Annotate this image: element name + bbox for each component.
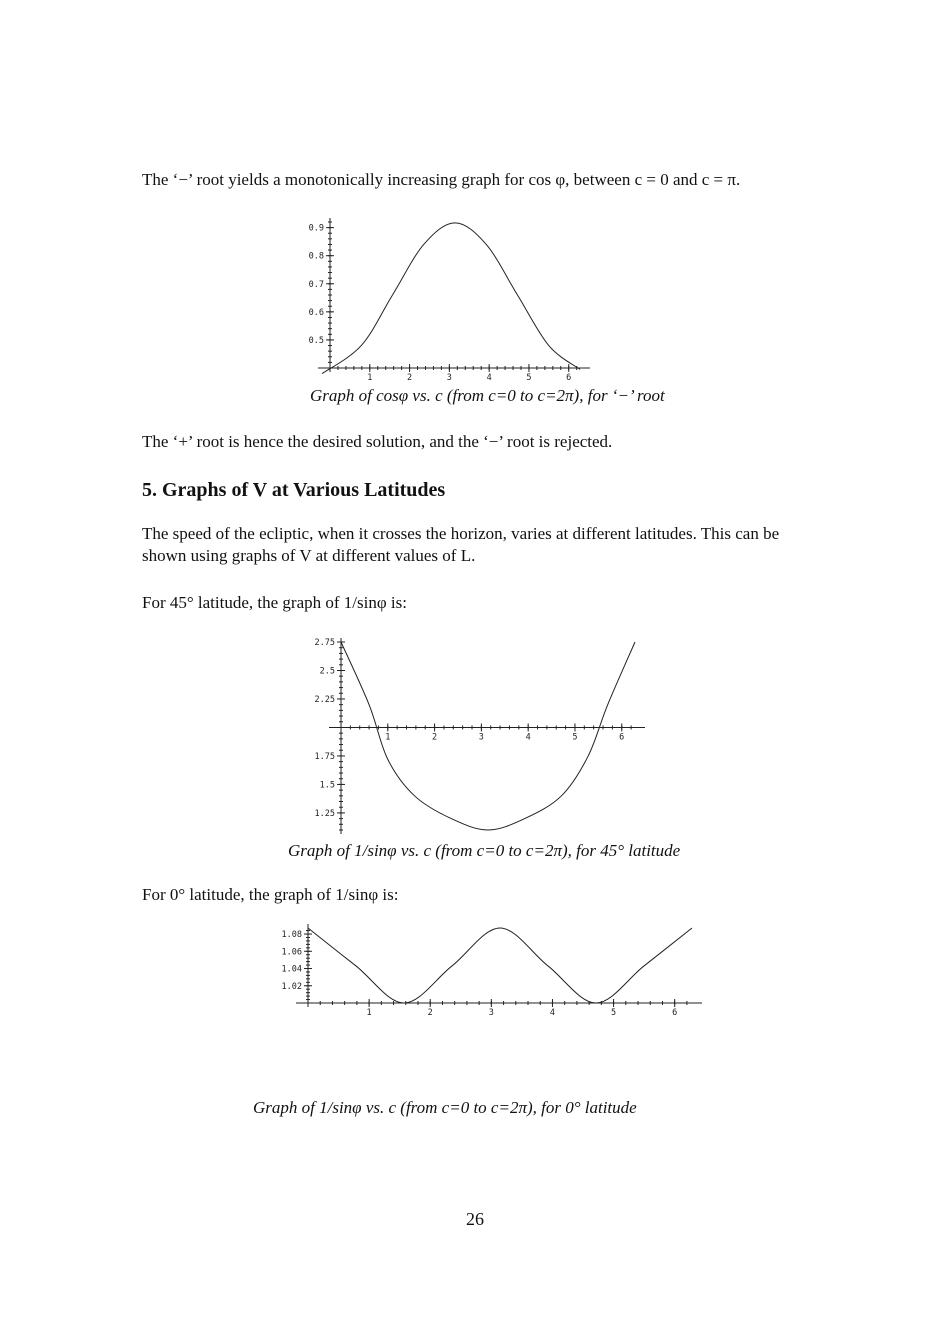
- x-tick-label: 5: [611, 1008, 617, 1018]
- x-tick-label: 5: [526, 373, 532, 383]
- latitude-0-chart: [270, 920, 720, 1030]
- y-tick-label: 0.5: [308, 335, 324, 346]
- cos-phi-minus-root-chart: [300, 210, 600, 390]
- x-tick-label: 4: [525, 732, 531, 743]
- y-tick-label: 1.06: [281, 947, 302, 958]
- chart3-caption: Graph of 1/sinφ vs. c (from c=0 to c=2π), for 0° latitude: [253, 1098, 637, 1117]
- y-tick-label: 2.5: [319, 666, 335, 677]
- y-tick-label: 0.8: [308, 251, 324, 262]
- x-tick-label: 4: [549, 1008, 556, 1018]
- y-tick-label: 1.08: [281, 930, 302, 941]
- plus-root-line: The ‘+’ root is hence the desired solution, and the ‘−’ root is rejected.: [142, 432, 613, 451]
- x-tick-label: 3: [446, 373, 452, 383]
- intro-line: The ‘−’ root yields a monotonically increasing graph for cos φ, between c = 0 and c = π.: [142, 170, 741, 189]
- y-tick-label: 0.9: [308, 223, 324, 234]
- chart1-caption: Graph of cosφ vs. c (from c=0 to c=2π), for ‘−’ root: [310, 386, 665, 405]
- x-tick-label: 1: [366, 1008, 372, 1018]
- x-tick-label: 3: [478, 732, 484, 743]
- latitude-45-chart: [300, 630, 660, 840]
- y-tick-label: 1.04: [281, 964, 302, 975]
- y-tick-label: 1.02: [281, 981, 302, 992]
- x-tick-label: 6: [672, 1008, 678, 1018]
- x-tick-label: 2: [407, 373, 413, 383]
- lat0-intro: For 0° latitude, the graph of 1/sinφ is:: [142, 885, 399, 904]
- x-tick-label: 6: [619, 732, 625, 743]
- page-number: 26: [466, 1209, 484, 1229]
- x-tick-label: 5: [572, 732, 578, 743]
- y-tick-label: 0.7: [308, 279, 324, 290]
- x-tick-label: 2: [432, 732, 438, 743]
- section-heading: 5. Graphs of V at Various Latitudes: [142, 479, 446, 501]
- lat45-intro: For 45° latitude, the graph of 1/sinφ is:: [142, 593, 407, 612]
- series-line: [308, 928, 692, 1003]
- y-tick-label: 1.75: [314, 751, 335, 762]
- y-tick-label: 0.6: [308, 307, 324, 318]
- section-paragraph: The speed of the ecliptic, when it crosses the horizon, varies at different latitudes. This can be shown using graphs of V at different values of L.: [142, 524, 780, 565]
- y-tick-label: 1.5: [319, 780, 335, 791]
- y-tick-label: 1.25: [314, 808, 335, 819]
- x-tick-label: 3: [488, 1008, 494, 1018]
- x-tick-label: 1: [367, 373, 373, 383]
- x-tick-label: 6: [566, 373, 572, 383]
- chart2-caption: Graph of 1/sinφ vs. c (from c=0 to c=2π), for 45° latitude: [288, 841, 681, 860]
- x-tick-label: 2: [427, 1008, 433, 1018]
- x-tick-label: 4: [486, 373, 492, 383]
- y-tick-label: 2.75: [314, 638, 335, 648]
- x-tick-label: 1: [385, 732, 391, 743]
- y-tick-label: 2.25: [314, 694, 335, 705]
- series-line: [322, 223, 580, 374]
